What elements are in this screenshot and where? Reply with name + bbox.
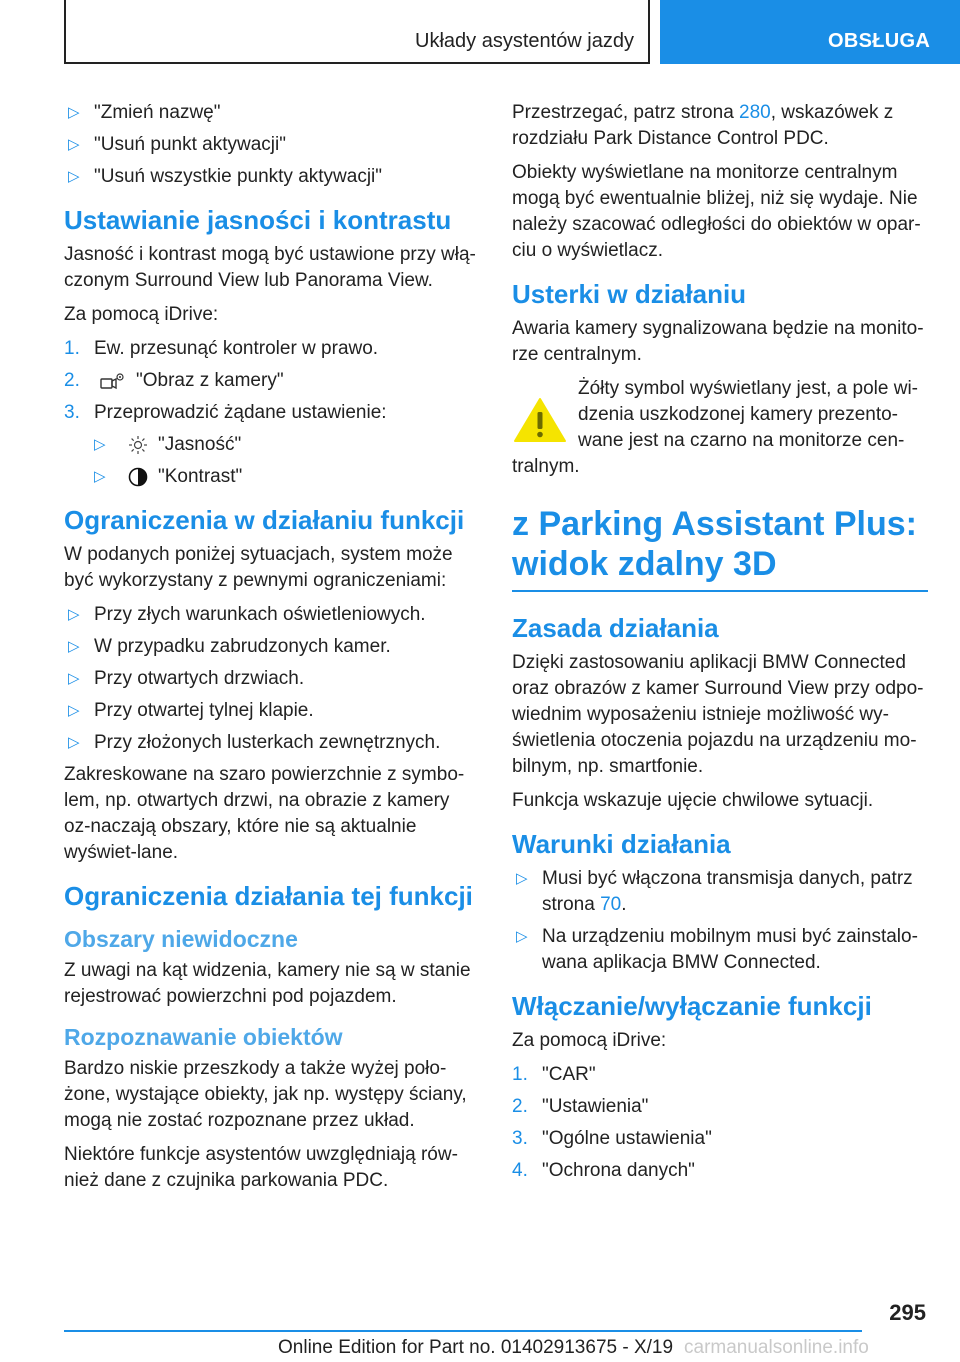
triangle-bullet-icon: ▷: [68, 734, 80, 751]
triangle-bullet-icon: ▷: [68, 168, 80, 185]
triangle-bullet-icon: ▷: [94, 436, 106, 453]
subheading-blind-spots: Obszary niewidoczne: [64, 926, 298, 952]
triangle-bullet-icon: ▷: [516, 870, 528, 887]
conditions-list: [512, 866, 928, 976]
paragraph: Jasność i kontrast mogą być ustawione przy włą-czonym Surround View lub Panorama View.: [64, 244, 476, 291]
paragraph: Funkcja wskazuje ujęcie chwilowe sytuacji.: [512, 790, 874, 811]
list-item: 3. "Ogólne ustawienia": [512, 1128, 712, 1149]
paragraph: Przestrzegać, patrz strona 280, wskazówek z rozdziału Park Distance Control PDC.: [512, 102, 894, 149]
list-item: ▷ "Usuń wszystkie punkty aktywacji": [64, 164, 478, 190]
rename-options-list: [64, 100, 478, 190]
warning-note: Żółty symbol wyświetlany jest, a pole wi- dzenia uszkodzonej kamery prezento- wane jest na czarno na monitorze cen- tralnym.: [512, 378, 918, 477]
list-item: 2. "Obraz z kamery": [64, 370, 284, 391]
warning-triangle-icon: [512, 396, 568, 444]
chapter-title: z Parking Assistant Plus: widok zdalny 3D: [512, 505, 917, 583]
section-title: Układy asystentów jazdy: [415, 30, 634, 52]
adjust-options-list: [64, 432, 478, 490]
list-item: 2. "Ustawienia": [512, 1096, 649, 1117]
steps-list: [512, 1062, 928, 1184]
list-item: ▷ Przy złożonych lusterkach zewnętrznych.: [64, 730, 478, 756]
triangle-bullet-icon: ▷: [68, 638, 80, 655]
triangle-bullet-icon: ▷: [68, 136, 80, 153]
chapter-divider: [512, 590, 928, 592]
paragraph: W podanych poniżej sytuacjach, system może być wykorzystany z pewnymi ograniczeniami:: [64, 544, 453, 591]
edition-info: Online Edition for Part no. 01402913675 - X/19: [278, 1337, 674, 1358]
triangle-bullet-icon: ▷: [94, 468, 106, 485]
list-item: 4. "Ochrona danych": [512, 1160, 695, 1181]
list-item: ▷ Przy otwartej tylnej klapie.: [64, 698, 478, 724]
steps-list: [64, 336, 478, 426]
right-column: [512, 100, 928, 1190]
page-number: 295: [889, 1300, 926, 1325]
paragraph: Za pomocą iDrive:: [512, 1030, 667, 1051]
left-column: [64, 100, 478, 1202]
paragraph: Awaria kamery sygnalizowana będzie na monito-rze centralnym.: [512, 318, 924, 365]
list-item: ▷ Na urządzeniu mobilnym musi być zainstalo-wana aplikacja BMW Connected.: [516, 926, 918, 973]
heading-limitations: Ograniczenia w działaniu funkcji: [64, 505, 465, 535]
heading-conditions: Warunki działania: [512, 829, 731, 859]
paragraph: Bardzo niskie przeszkody a także wyżej poło-żone, wystające obiekty, jak np. występy ściany, mogą nie zostać rozpoznane przez układ.: [64, 1058, 467, 1131]
heading-faults: Usterki w działaniu: [512, 279, 747, 309]
brightness-icon: [128, 435, 148, 455]
page-link-280[interactable]: 280: [739, 102, 771, 123]
page-header: [0, 0, 960, 66]
paragraph: Niektóre funkcje asystentów uwzględniają rów-nież dane z czujnika parkowania PDC.: [64, 1144, 458, 1191]
chapter-tab[interactable]: [660, 0, 960, 64]
list-item: ▷ "Jasność": [64, 432, 478, 458]
list-item: 1. "CAR": [512, 1064, 596, 1085]
paragraph: Obiekty wyświetlane na monitorze centralnym mogą być ewentualnie bliżej, niż się wydaje. Nie należy szacować odległości do obiektów w opar-ciu o wyświetlacz.: [512, 162, 921, 261]
list-item: ▷ "Kontrast": [64, 464, 478, 490]
triangle-bullet-icon: ▷: [68, 104, 80, 121]
camera-settings-icon: [100, 371, 126, 391]
list-item: ▷ "Zmień nazwę": [64, 100, 478, 126]
heading-function-limits: Ograniczenia działania tej funkcji: [64, 881, 473, 911]
list-item: ▷ Musi być włączona transmisja danych, patrz strona 70.: [516, 868, 913, 915]
paragraph: Zakreskowane na szaro powierzchnie z symbo-lem, np. otwartych drzwi, na obrazie z kamery oz-naczają obszary, które nie są aktualnie wyświet-lane.: [64, 764, 465, 863]
heading-brightness-contrast: Ustawianie jasności i kontrastu: [64, 205, 452, 235]
page-link-70[interactable]: 70: [600, 894, 622, 915]
list-item: ▷ Przy złych warunkach oświetleniowych.: [64, 602, 478, 628]
triangle-bullet-icon: ▷: [516, 928, 528, 945]
paragraph: Z uwagi na kąt widzenia, kamery nie są w stanie rejestrować powierzchni pod pojazdem.: [64, 960, 471, 1007]
footer-divider: [64, 1330, 862, 1332]
list-item: ▷ "Usuń punkt aktywacji": [64, 132, 478, 158]
list-item: ▷ Przy otwartych drzwiach.: [64, 666, 478, 692]
list-item: 1. Ew. przesunąć kontroler w prawo.: [64, 338, 379, 359]
heading-principle: Zasada działania: [512, 613, 719, 643]
triangle-bullet-icon: ▷: [68, 702, 80, 719]
paragraph: Dzięki zastosowaniu aplikacji BMW Connected oraz obrazów z kamer Surround View przy odpo-wiednim wyposażeniu istnieje możliwość wy-świetlenia otoczenia pojazdu na urządzeniu mo-bilnym, np. smartfonie.: [512, 652, 924, 777]
heading-on-off: Włączanie/wyłączanie funkcji: [512, 991, 872, 1021]
chapter-tab-label: OBSŁUGA: [828, 30, 931, 52]
triangle-bullet-icon: ▷: [68, 606, 80, 623]
subheading-object-detection: Rozpoznawanie obiektów: [64, 1024, 343, 1050]
section-title-box: [64, 0, 650, 64]
watermark: carmanualsonline.info: [684, 1337, 869, 1358]
limitations-list: [64, 602, 478, 756]
list-item: 3. Przeprowadzić żądane ustawienie:: [64, 402, 387, 423]
list-item: ▷ W przypadku zabrudzonych kamer.: [64, 634, 478, 660]
paragraph: Za pomocą iDrive:: [64, 304, 219, 325]
contrast-icon: [128, 467, 148, 487]
triangle-bullet-icon: ▷: [68, 670, 80, 687]
